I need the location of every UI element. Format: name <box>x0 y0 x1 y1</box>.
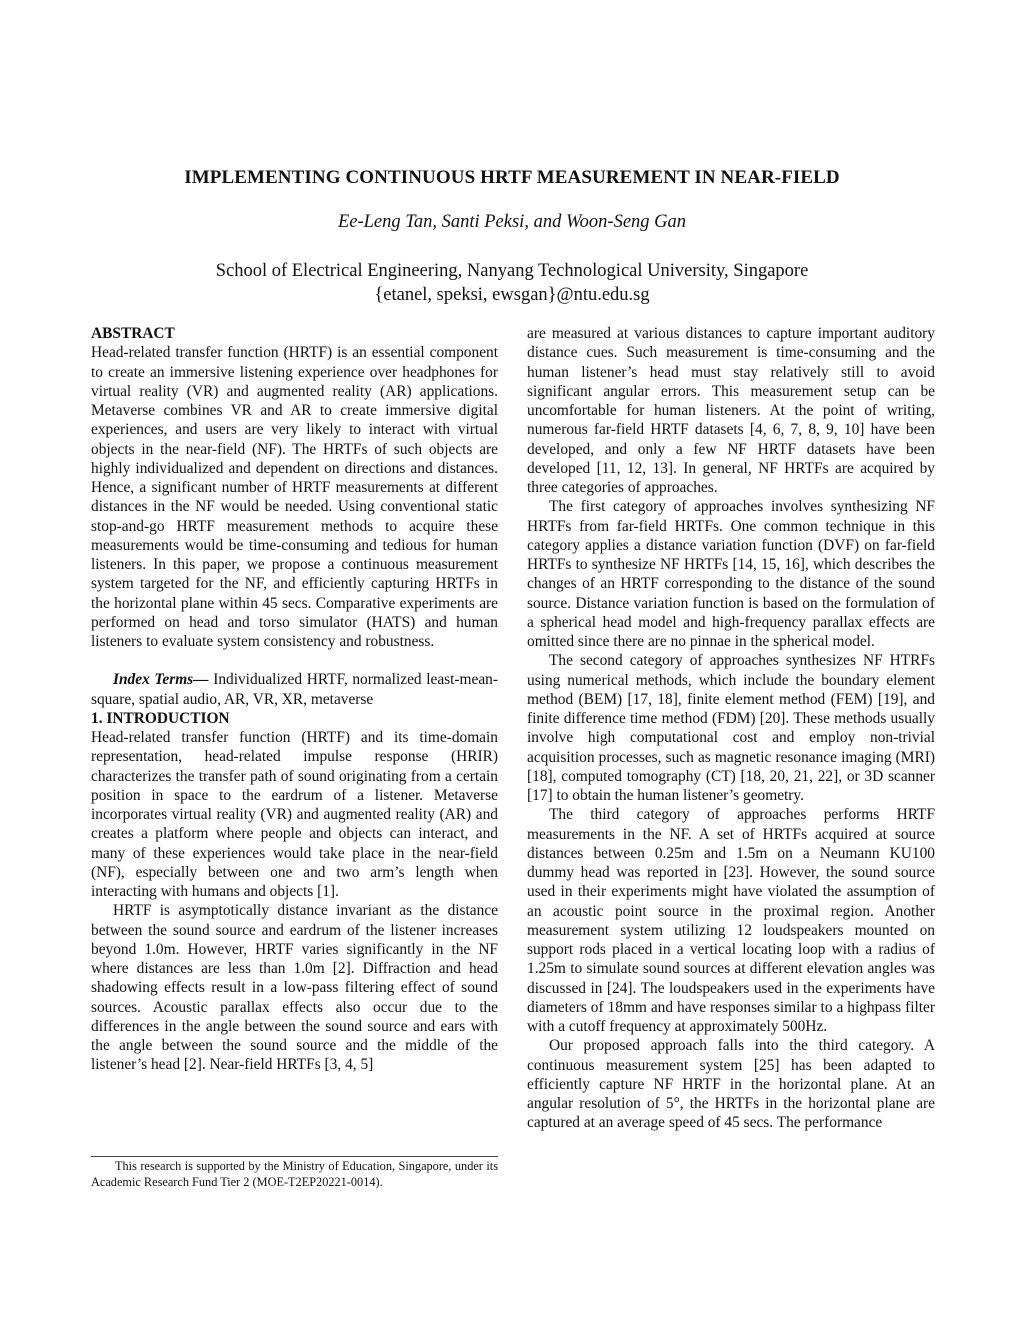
footnote: This research is supported by the Ministry of Education, Singapore, under its Academic Research Fund Tier 2 (MOE-T2EP20221-0014). <box>91 1159 498 1189</box>
intro-heading: 1. INTRODUCTION <box>91 709 230 727</box>
right-column <box>527 324 935 1133</box>
right-paragraph-3: The second category of approaches synthesizes NF HTRFs using numerical methods, which include the boundary element method (BEM) [17, 18], finite element method (FEM) [19], and finite difference time method (FDM) [20]. These methods usually involve high computational cost and employ non-trivial acquisition processes, such as magnetic resonance imaging (MRI) [18], computed tomography (CT) [18, 20, 21, 22], or 3D scanner [17] to obtain the human listener’s geometry. <box>527 652 935 804</box>
right-paragraph-4: The third category of approaches performs HRTF measurements in the NF. A set of HRTFs acquired at source distances between 0.25m and 1.5m on a Neumann KU100 dummy head was reported in [23]. However, the sound source used in their experiments might have violated the assumption of an acoustic point source in the proximal region. Another measurement system utilizing 12 loudspeakers mounted on support rods placed in a vertical locating loop with a radius of 1.25m to simulate sound sources at different elevation angles was discussed in [24]. The loudspeakers used in the experiments have diameters of 18mm and have responses similar to a highpass filter with a cutoff frequency at approximately 500Hz. <box>527 806 935 1035</box>
affiliation: School of Electrical Engineering, Nanyang Technological University, Singapore <box>215 261 809 281</box>
index-terms-label: Index Terms— <box>113 671 209 689</box>
intro-paragraph-1: Head-related transfer function (HRTF) and its time-domain representation, head-related impulse response (HRIR) characterizes the transfer path of sound originating from a certain position in space to the eardrum of a listener. Metaverse incorporates virtual reality (VR) and augmented reality (AR) and creates a platform where people and objects can interact, and many of these experiences would take place in the near-field (NF), especially between one and two arm’s length when interacting with humans and objects [1]. <box>91 729 498 900</box>
paper-authors: Ee-Leng Tan, Santi Peksi, and Woon-Seng Gan <box>337 212 687 232</box>
affiliation-block <box>0 259 1024 307</box>
left-column <box>91 324 498 1075</box>
right-paragraph-5: Our proposed approach falls into the third category. A continuous measurement system [25] has been adapted to efficiently capture NF HRTF in the horizontal plane. At an angular resolution of 5°, the HRTFs in the horizontal plane are captured at an average speed of 45 secs. The performance <box>527 1037 935 1132</box>
paper-title: IMPLEMENTING CONTINUOUS HRTF MEASUREMENT IN NEAR-FIELD <box>184 167 840 188</box>
footnote-divider <box>91 1156 498 1157</box>
index-terms <box>91 670 498 709</box>
abstract-text: Head-related transfer function (HRTF) is an essential component to create an immersive listening experience over headphones for virtual reality (VR) and augmented reality (AR) applications. Metaverse combines VR and AR to create immersive digital experiences, and users are very likely to interact with virtual objects in the near-field (NF). The HRTFs of such objects are highly individualized and dependent on directions and distances. Hence, a significant number of HRTF measurements at different distances in the NF would be needed. Using conventional static stop-and-go HRTF measurement methods to acquire these measurements would be time-consuming and tedious for human listeners. In this paper, we propose a continuous measurement system targeted for the NF, and efficiently capturing HRTFs in the horizontal plane within 45 secs. Comparative experiments are performed on head and torso simulator (HATS) and human listeners to evaluate system consistency and robustness. <box>91 344 498 650</box>
abstract-heading: ABSTRACT <box>91 325 175 342</box>
author-emails: {etanel, speksi, ewsgan}@ntu.edu.sg <box>374 285 650 305</box>
right-paragraph-2: The first category of approaches involves synthesizing NF HRTFs from far-field HRTFs. One common technique in this category applies a distance variation function (DVF) on far-field HRTFs to synthesize NF HRTFs [14, 15, 16], which describes the changes of an HRTF corresponding to the distance of the sound source. Distance variation function is based on the formulation of a spherical head model and high-frequency parallax effects are omitted since there are no pinnae in the spherical model. <box>527 498 935 650</box>
index-terms-text: Individualized HRTF, normalized least-mean-square, spatial audio, AR, VR, XR, metaverse <box>91 671 499 708</box>
right-paragraph-1: are measured at various distances to capture important auditory distance cues. Such measurement is time-consuming and the human listener’s head must stay relatively still to avoid significant angular errors. This measurement setup can be uncomfortable for human listeners. At the point of writing, numerous far-field HRTF datasets [4, 6, 7, 8, 9, 10] have been developed, and only a few NF HRTF datasets have been developed [11, 12, 13]. In general, NF HRTFs are acquired by three categories of approaches. <box>527 325 935 496</box>
intro-paragraph-2: HRTF is asymptotically distance invariant as the distance between the sound source and eardrum of the listener increases beyond 1.0m. However, HRTF varies significantly in the NF where distances are less than 1.0m [2]. Diffraction and head shadowing effects result in a low-pass filtering effect of sound sources. Acoustic parallax effects also occur due to the differences in the angle between the sound source and ears with the angle between the sound source and the middle of the listener’s head [2]. Near-field HRTFs [3, 4, 5] <box>91 902 498 1074</box>
